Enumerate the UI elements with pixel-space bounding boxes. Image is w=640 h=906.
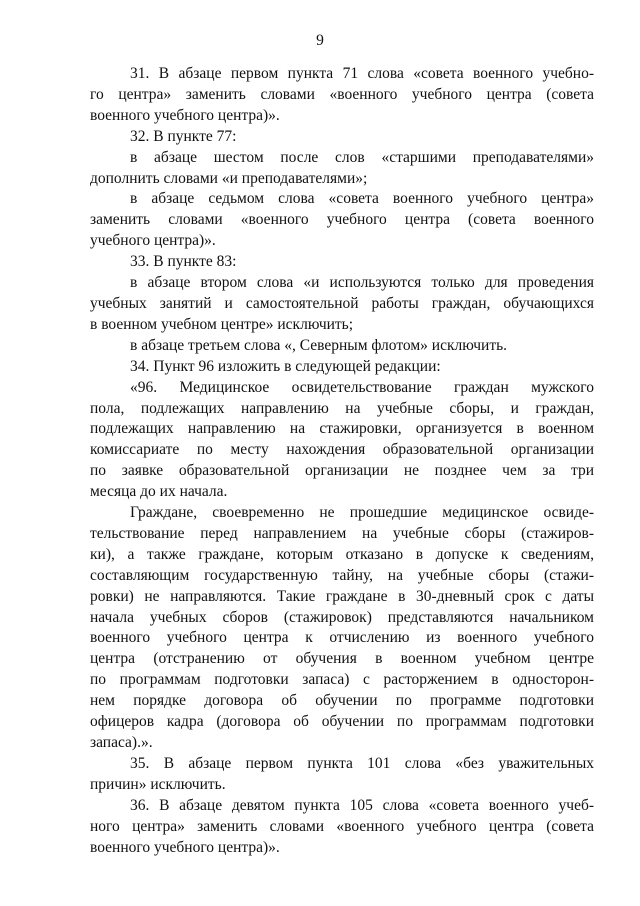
paragraph-line: 31. В абзаце первом пункта 71 слова «совета военного учебно- bbox=[130, 65, 594, 82]
paragraph bbox=[90, 252, 594, 273]
paragraph-line: 34. Пункт 96 изложить в следующей редакции: bbox=[130, 357, 441, 375]
paragraph-line: в военном учебном центре» исключить; bbox=[90, 315, 354, 333]
paragraph-line: учебных занятий и самостоятельной работы граждан, обучающихся bbox=[90, 294, 594, 312]
paragraph-line: в абзаце втором слова «и используются только для проведения bbox=[130, 274, 594, 292]
paragraph-line: военного учебного центра)». bbox=[90, 106, 280, 124]
paragraph bbox=[90, 273, 594, 336]
paragraph-line: го центра» заменить словами «военного учебного центра (совета bbox=[90, 85, 594, 103]
paragraph bbox=[90, 503, 594, 754]
paragraph-line: учебного центра)». bbox=[90, 232, 216, 250]
paragraph-line: запаса).». bbox=[90, 734, 153, 751]
paragraph-line: 32. В пункте 77: bbox=[130, 127, 237, 145]
paragraph-line: подлежащих направлению на стажировки, организуется в военном bbox=[90, 420, 594, 438]
paragraph-line: в абзаце шестом после слов «старшими преподавателями» bbox=[130, 148, 594, 166]
paragraph-line: офицеров кадра (договора об обучении по программам подготовки bbox=[90, 713, 594, 731]
paragraph bbox=[90, 754, 594, 796]
paragraph-line: в абзаце третьем слова «, Северным флотом» исключить. bbox=[130, 336, 508, 354]
paragraph-line: месяца до их начала. bbox=[90, 483, 228, 501]
paragraph-line: заменить словами «военного учебного центра (совета военного bbox=[90, 211, 594, 229]
paragraph bbox=[90, 127, 594, 148]
paragraph-line: «96. Медицинское освидетельствование граждан мужского bbox=[130, 378, 594, 396]
paragraph-line: 36. В абзаце девятом пункта 105 слова «совета военного учеб- bbox=[130, 796, 594, 814]
page-number: 9 bbox=[316, 32, 324, 49]
paragraph-line: военного учебного центра)». bbox=[90, 838, 280, 856]
paragraph-line: начала учебных сборов (стажировок) представляются начальником bbox=[90, 608, 594, 626]
paragraph bbox=[90, 357, 594, 378]
paragraph-line: пола, подлежащих направлению на учебные сборы, и граждан, bbox=[90, 399, 594, 417]
paragraph-line: составляющим государственную тайну, на учебные сборы (стажи- bbox=[90, 566, 594, 584]
paragraph bbox=[90, 148, 594, 190]
paragraph-line: военного учебного центра к отчислению из военного учебного bbox=[90, 629, 594, 647]
paragraph-line: ки), а также граждане, которым отказано в допуске к сведениям, bbox=[90, 545, 594, 563]
paragraph bbox=[90, 336, 594, 357]
paragraph bbox=[90, 64, 594, 127]
paragraph-line: 33. В пункте 83: bbox=[130, 253, 237, 271]
paragraph-line: причин» исключить. bbox=[90, 775, 226, 793]
document-body bbox=[90, 64, 594, 858]
paragraph-line: в абзаце седьмом слова «совета военного учебного центра» bbox=[130, 190, 594, 208]
paragraph bbox=[90, 189, 594, 252]
paragraph-line: 35. В абзаце первом пункта 101 слова «без уважительных bbox=[130, 754, 594, 772]
paragraph-line: ного центра» заменить словами «военного учебного центра (совета bbox=[90, 817, 594, 835]
paragraph-line: дополнить словами «и преподавателями»; bbox=[90, 169, 368, 187]
paragraph-line: нем порядке договора об обучении по программе подготовки bbox=[90, 692, 594, 710]
paragraph-line: Граждане, своевременно не прошедшие медицинское освиде- bbox=[130, 504, 594, 522]
paragraph bbox=[90, 378, 594, 503]
paragraph-line: комиссариате по месту нахождения образовательной организации bbox=[90, 441, 594, 459]
paragraph-line: по заявке образовательной организации не позднее чем за три bbox=[90, 462, 594, 480]
paragraph bbox=[90, 796, 594, 859]
paragraph-line: тельствование перед направлением на учебные сборы (стажиров- bbox=[90, 524, 594, 542]
paragraph-line: ровки) не направляются. Такие граждане в 30-дневный срок с даты bbox=[90, 587, 594, 605]
paragraph-line: центра (отстранению от обучения в военном учебном центре bbox=[90, 650, 594, 668]
paragraph-line: по программам подготовки запаса) с расторжением в односторон- bbox=[90, 671, 594, 689]
